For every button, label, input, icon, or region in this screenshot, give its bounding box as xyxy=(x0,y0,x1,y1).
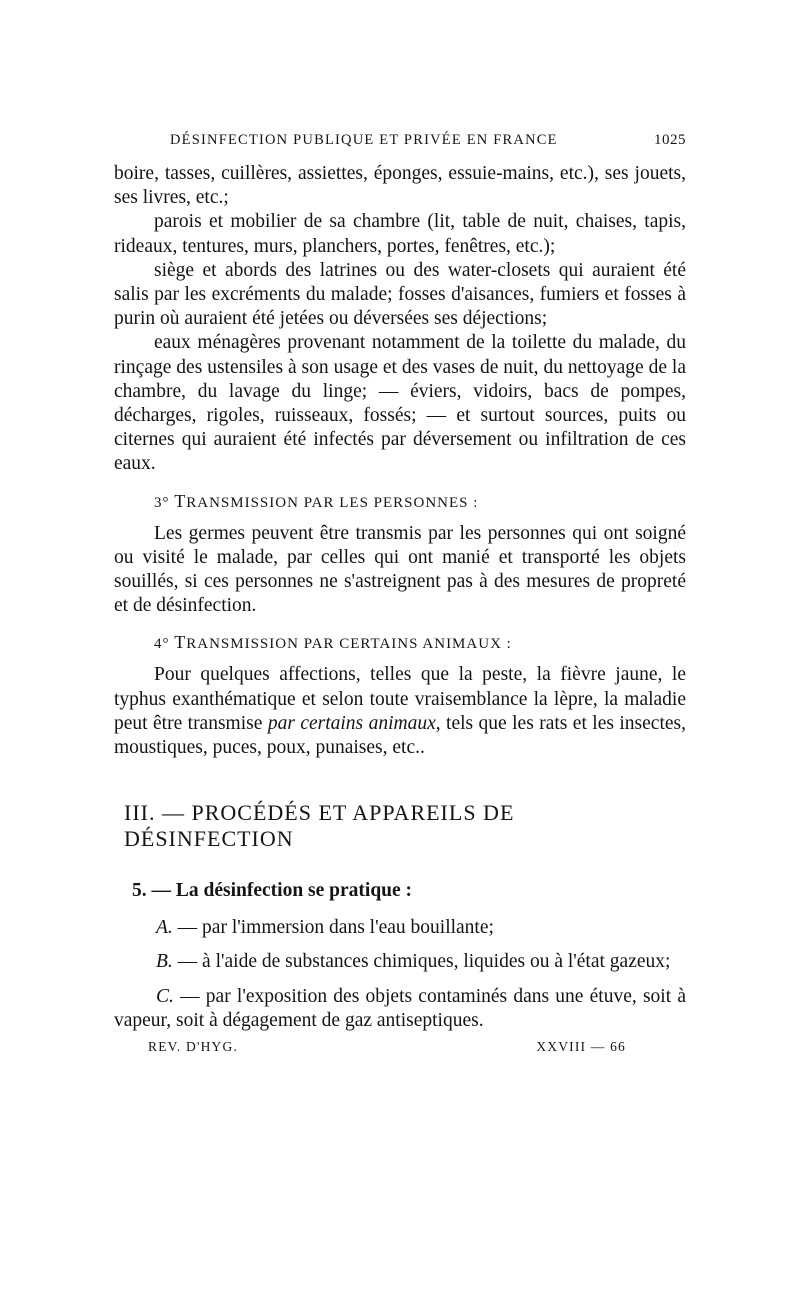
page-number: 1025 xyxy=(654,132,686,148)
subheading-text: RANSMISSION PAR CERTAINS ANIMAUX : xyxy=(186,636,512,653)
item-letter: C. xyxy=(156,985,174,1007)
paragraph-continuation: boire, tasses, cuillères, assiettes, éponges, essuie-mains, etc.), ses jouets, ses livres, etc.; xyxy=(114,163,686,209)
page-footer xyxy=(114,1039,686,1055)
point-number: 5. — xyxy=(132,880,171,902)
footer-volume: XXVIII — 66 xyxy=(536,1039,626,1055)
subheading-number: 4° xyxy=(154,636,170,653)
list-item xyxy=(114,916,686,940)
point-5 xyxy=(132,880,686,902)
footer-journal: REV. D'HYG. xyxy=(148,1039,239,1055)
running-title: DÉSINFECTION PUBLIQUE ET PRIVÉE EN FRANCE xyxy=(170,132,558,148)
paragraph-animals-end: tels que les rats et les insectes, moustiques, puces, poux, punaises, etc.. xyxy=(114,712,686,759)
subheading-transmission-persons xyxy=(154,491,686,512)
subheading-number: 3° xyxy=(154,494,170,511)
paragraph-waste-water: eaux ménagères provenant notamment de la toilette du malade, du rinçage des ustensiles à son usage et des vases de nuit, du nettoyage de la chambre, du lavage du linge; — éviers, vidoirs, bacs de pompes, décharges, rigoles, ruisseaux, fossés; — et surtout sources, puits ou citernes qui auraient été infectés par déversement ou infiltration de ces eaux. xyxy=(114,332,686,475)
item-text: — par l'exposition des objets contaminés dans une étuve, soit à vapeur, soit à dégagement de gaz antiseptiques. xyxy=(114,985,686,1031)
paragraph-animals-italic: par certains animaux, xyxy=(267,712,441,734)
subheading-transmission-animals xyxy=(154,632,686,653)
paragraph-animals-start: Pour quelques affections, telles que la peste, la fièvre jaune, le typhus exanthématique et selon toute vraisemblance la lèpre, la maladie peut être transmise xyxy=(114,664,686,734)
subheading-initial: T xyxy=(174,632,187,653)
item-text: — à l'aide de substances chimiques, liquides ou à l'état gazeux; xyxy=(172,951,671,973)
item-letter: B. xyxy=(156,951,173,973)
subheading-text: RANSMISSION PAR LES PERSONNES : xyxy=(186,494,479,511)
paragraph-animals xyxy=(114,663,686,760)
list-item xyxy=(114,985,686,1033)
document-page xyxy=(114,132,686,1055)
point-text: La désinfection se pratique : xyxy=(175,880,413,902)
item-letter: A. xyxy=(156,917,173,939)
section-title: III. — PROCÉDÉS ET APPAREILS DE DÉSINFECTION xyxy=(124,800,515,852)
paragraph-walls-furniture: parois et mobilier de sa chambre (lit, table de nuit, chaises, tapis, rideaux, tentures, murs, planchers, portes, fenêtres, etc.); xyxy=(114,211,686,257)
subheading-initial: T xyxy=(174,490,187,511)
page-header xyxy=(114,132,686,152)
list-item xyxy=(114,950,686,974)
paragraph-persons: Les germes peuvent être transmis par les personnes qui ont soigné ou visité le malade, par celles qui ont manié et transporté les objets souillés, si ces personnes ne s'astreignent pas à des mesures de propreté et de désinfection. xyxy=(114,522,686,617)
paragraph-latrines: siège et abords des latrines ou des water-closets qui auraient été salis par les excréments du malade; fosses d'aisances, fumiers et fosses à purin où auraient été jetées ou déversées ses déjections; xyxy=(114,259,686,330)
item-text: — par l'immersion dans l'eau bouillante; xyxy=(172,917,494,939)
